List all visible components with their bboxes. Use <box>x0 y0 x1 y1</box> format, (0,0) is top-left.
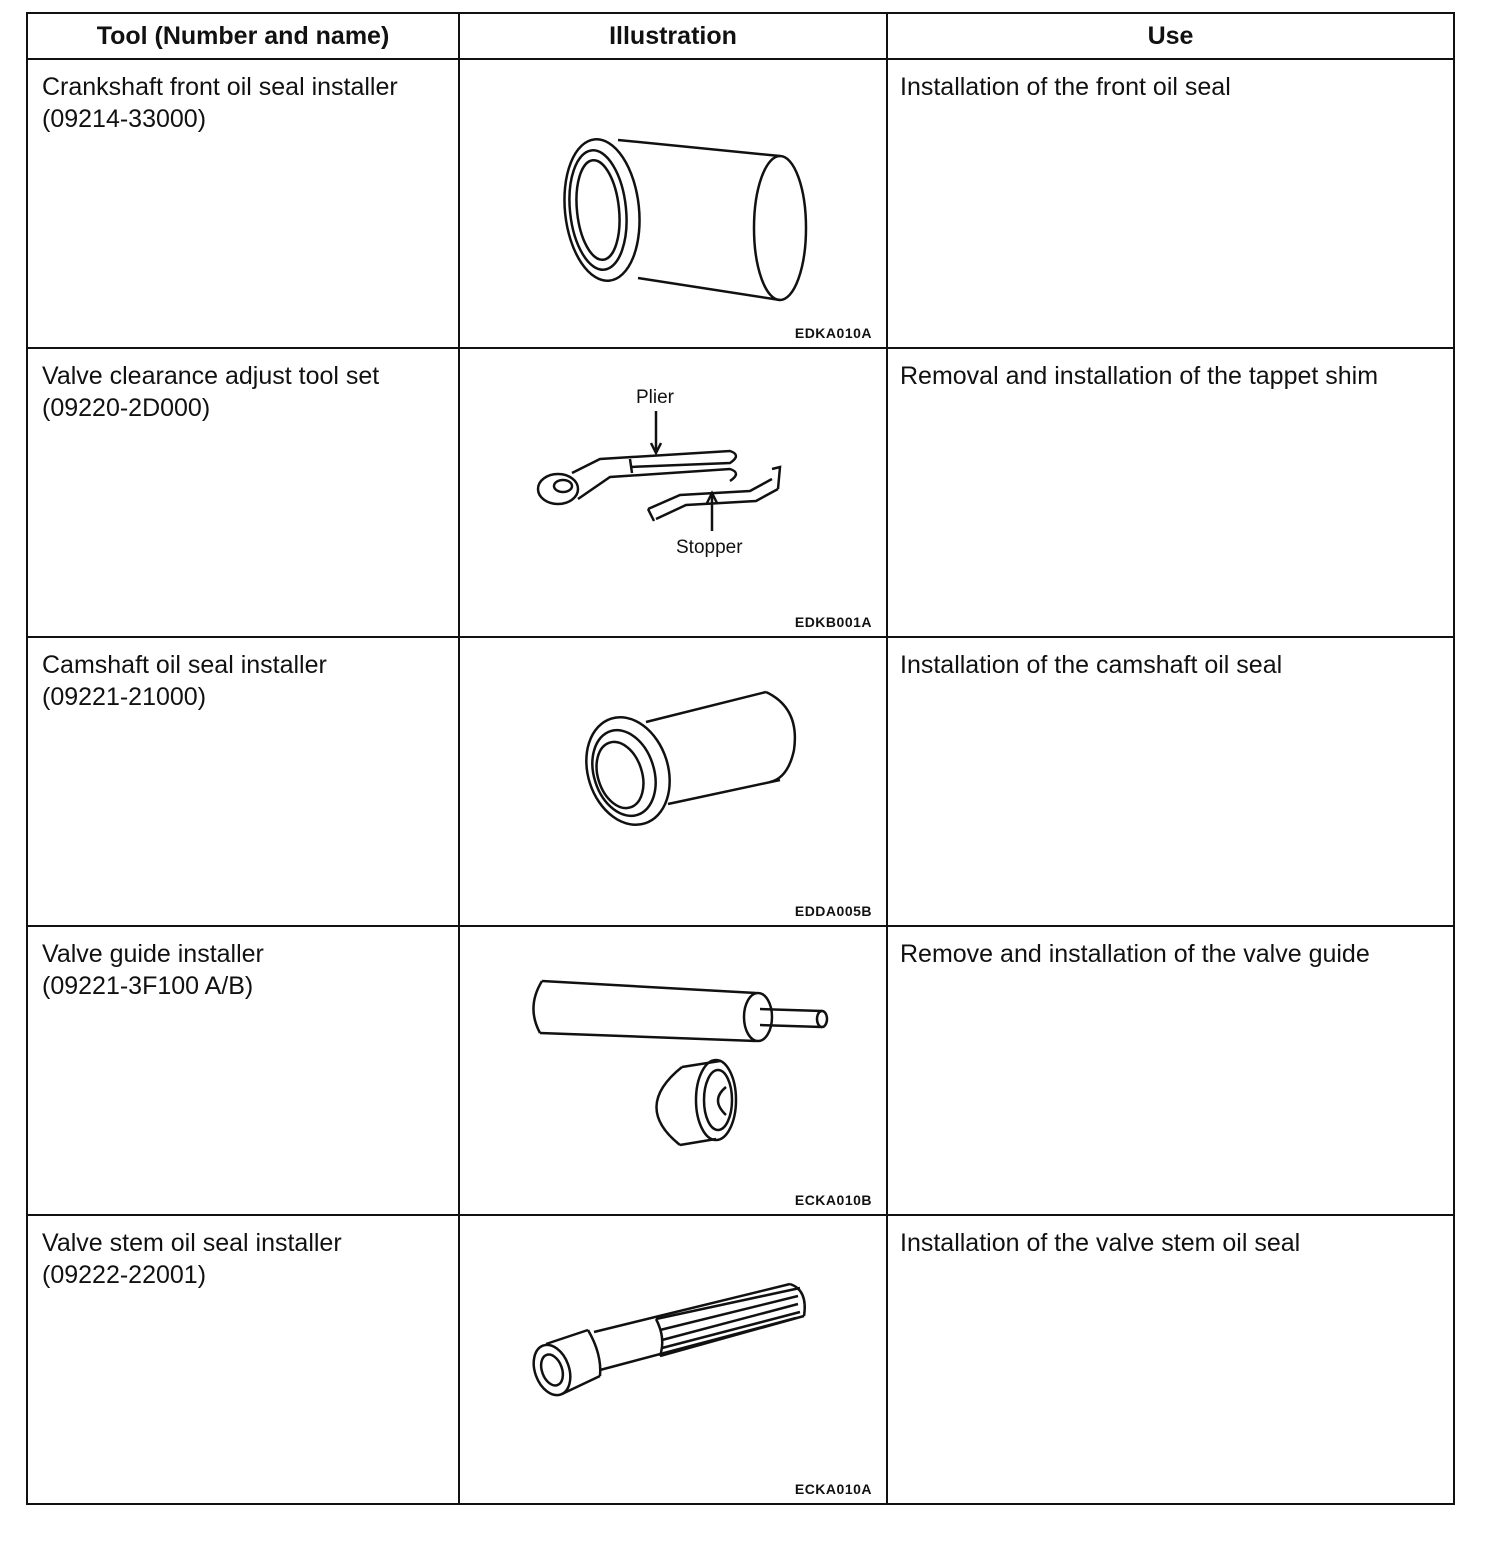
use-text: Installation of the valve stem oil seal <box>900 1229 1301 1257</box>
tool-number: (09222-22001) <box>42 1261 207 1289</box>
plier-label: Plier <box>636 387 675 408</box>
table-row <box>27 637 1454 926</box>
valve-guide-installer-icon <box>460 927 888 1214</box>
tool-cell <box>27 59 459 348</box>
plier-stopper-icon <box>460 349 888 636</box>
tool-cell <box>27 348 459 637</box>
tool-name: Camshaft oil seal installer <box>42 651 327 679</box>
use-text: Installation of the front oil seal <box>900 73 1231 101</box>
tool-number: (09214-33000) <box>42 105 207 133</box>
use-cell <box>887 926 1454 1215</box>
image-code: ECKA010B <box>794 1192 872 1208</box>
illustration-cell <box>459 926 887 1215</box>
image-code: EDDA005B <box>794 903 872 919</box>
tool-number: (09221-3F100 A/B) <box>42 972 254 1000</box>
table-row <box>27 59 1454 348</box>
tool-name: Crankshaft front oil seal installer <box>42 73 398 101</box>
tool-name: Valve clearance adjust tool set <box>42 362 380 390</box>
image-code: EDKB001A <box>794 614 872 630</box>
use-text: Remove and installation of the valve guide <box>900 940 1370 968</box>
tool-name: Valve stem oil seal installer <box>42 1229 342 1257</box>
header-tool: Tool (Number and name) <box>27 13 459 59</box>
use-text: Installation of the camshaft oil seal <box>900 651 1283 679</box>
use-cell <box>887 1215 1454 1504</box>
use-cell <box>887 348 1454 637</box>
table-row <box>27 348 1454 637</box>
illustration-cell <box>459 1215 887 1504</box>
tool-cell <box>27 637 459 926</box>
tool-number: (09220-2D000) <box>42 394 211 422</box>
tool-number: (09221-21000) <box>42 683 207 711</box>
tool-name: Valve guide installer <box>42 940 264 968</box>
use-cell <box>887 59 1454 348</box>
table-header-row <box>27 13 1454 59</box>
table-row <box>27 926 1454 1215</box>
illustration-cell <box>459 348 887 637</box>
cylinder-installer-icon <box>460 638 888 925</box>
use-text: Removal and installation of the tappet shim <box>900 362 1379 390</box>
header-illustration: Illustration <box>459 13 887 59</box>
illustration-cell <box>459 59 887 348</box>
use-cell <box>887 637 1454 926</box>
valve-stem-seal-installer-icon <box>460 1216 888 1503</box>
tool-cell <box>27 926 459 1215</box>
illustration-cell <box>459 637 887 926</box>
cylinder-installer-icon <box>460 60 888 347</box>
special-tools-table <box>26 12 1455 1505</box>
table-row <box>27 1215 1454 1504</box>
image-code: ECKA010A <box>794 1481 872 1497</box>
image-code: EDKA010A <box>794 325 872 341</box>
stopper-label: Stopper <box>676 537 743 558</box>
tool-cell <box>27 1215 459 1504</box>
header-use: Use <box>887 13 1454 59</box>
